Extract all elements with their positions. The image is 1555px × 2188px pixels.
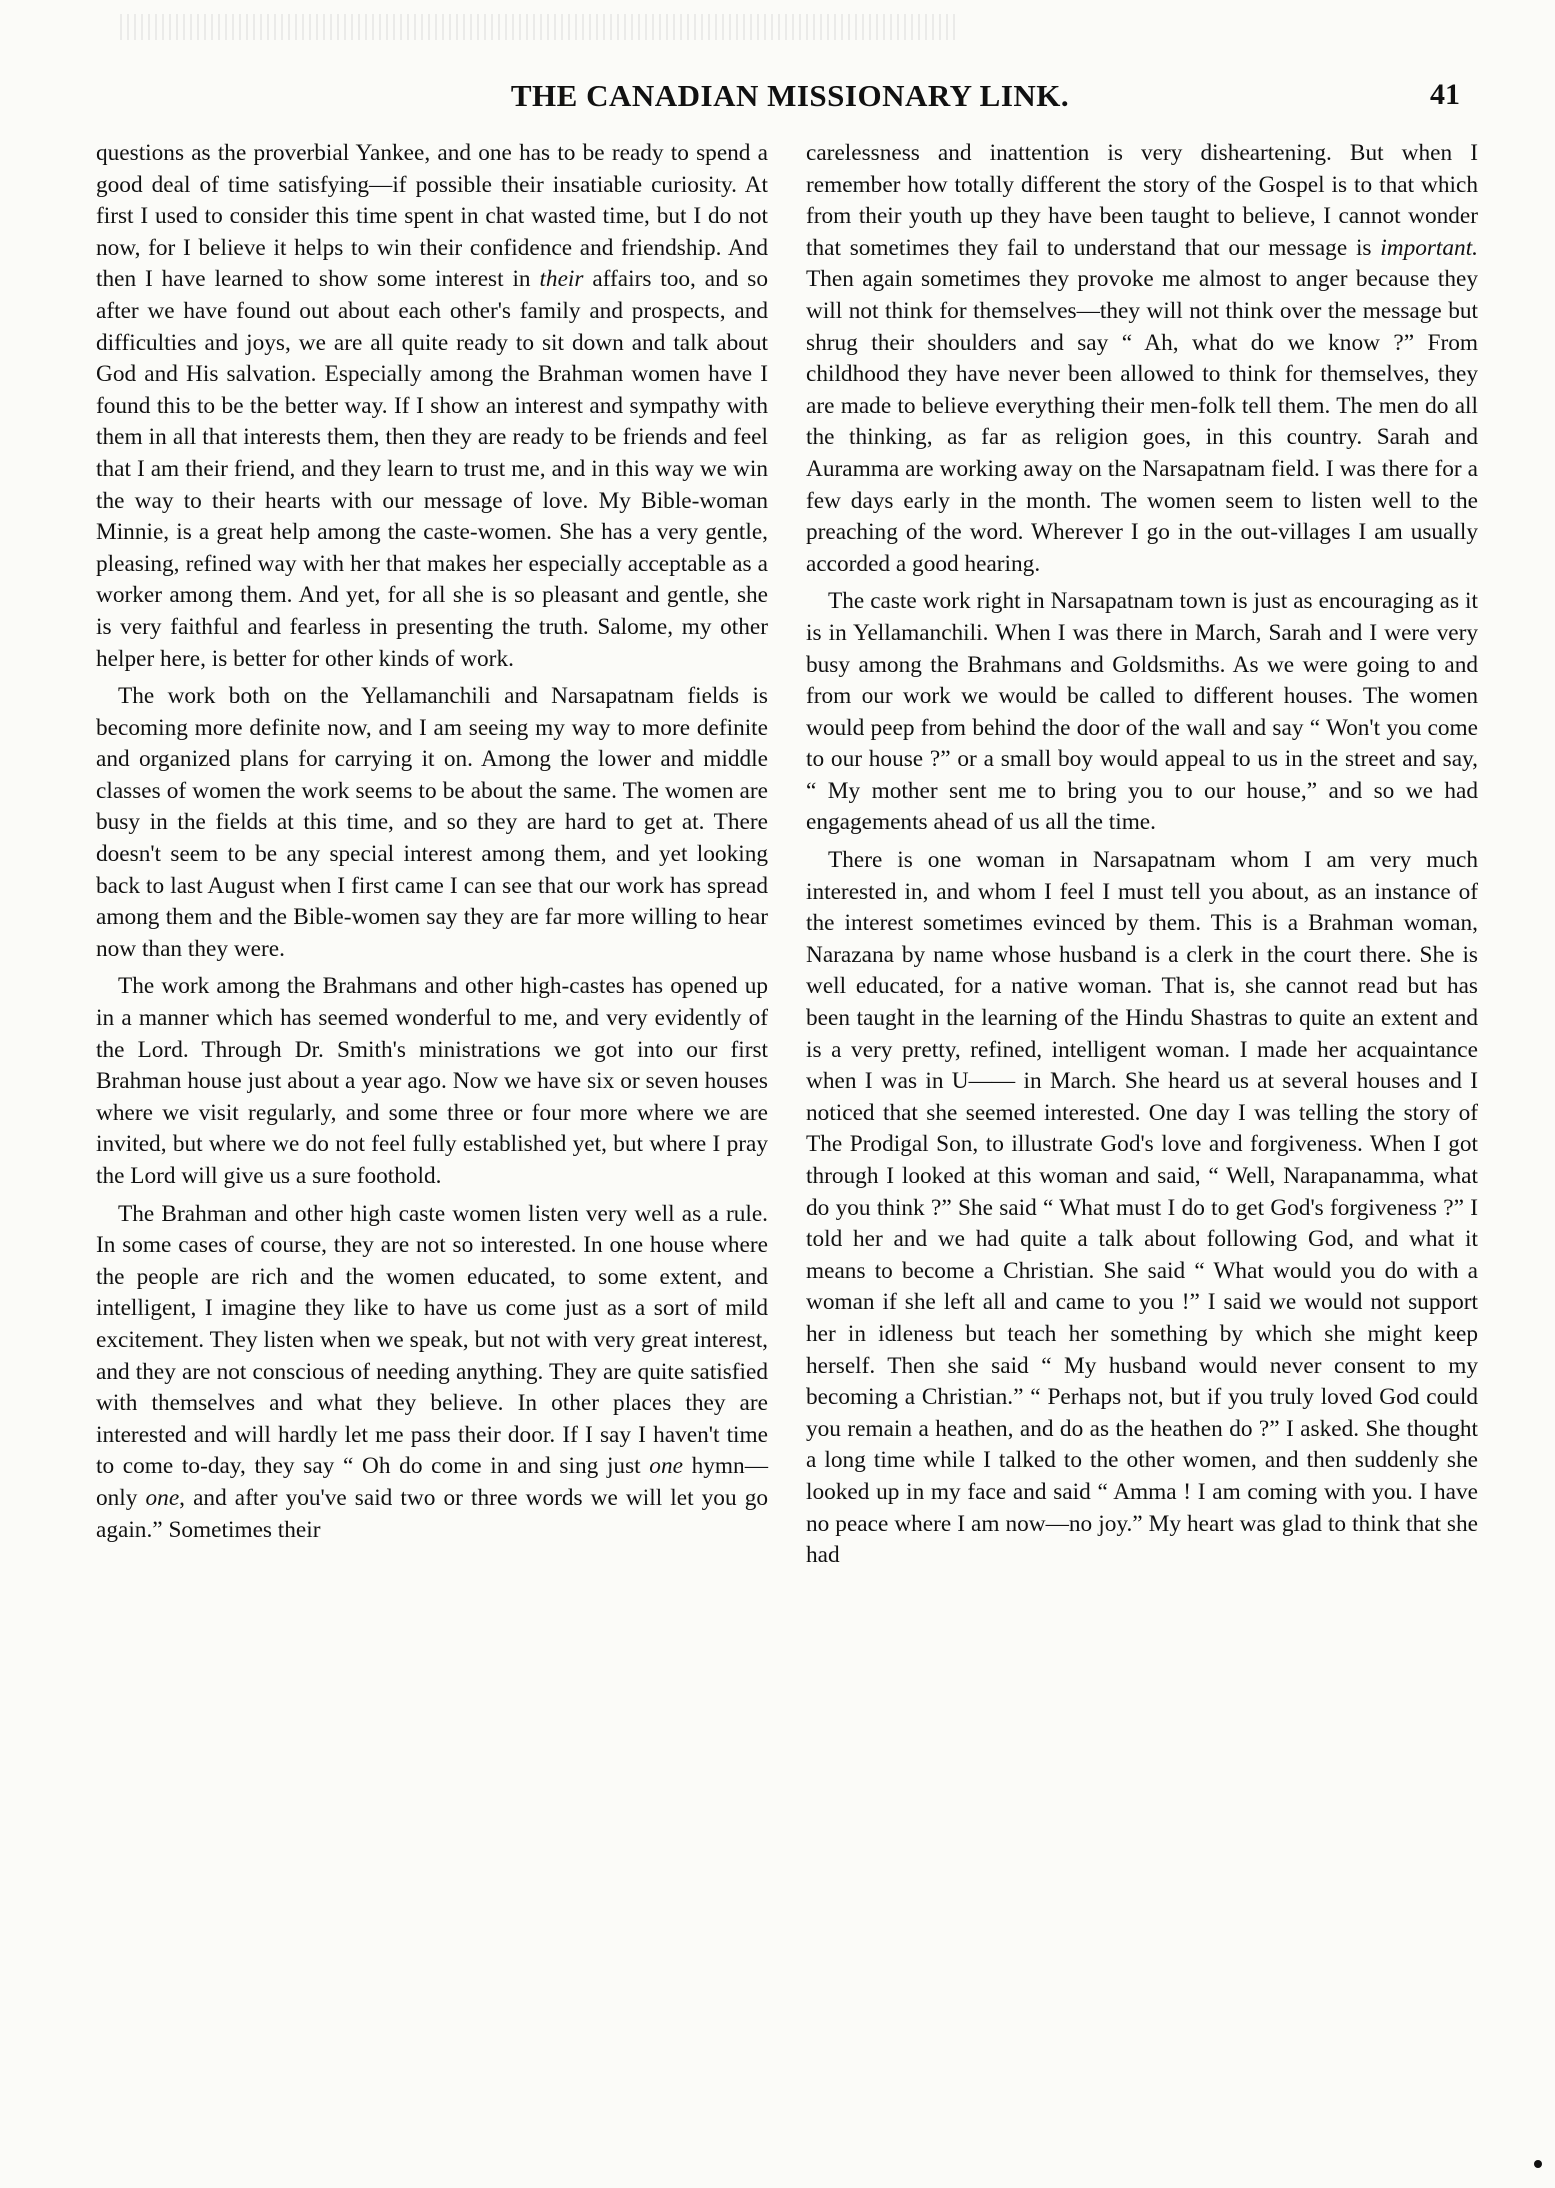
text-run: , and after you've said two or three words we will let you go again.” Sometimes their xyxy=(96,1484,768,1543)
ink-dot xyxy=(1534,2160,1542,2168)
scan-noise xyxy=(120,14,960,40)
left-paragraph-1 xyxy=(96,138,768,675)
left-paragraph-3: The work among the Brahmans and other high-castes has opened up in a manner which has seemed wonderful to me, and very evidently of the Lord. Through Dr. Smith's ministrations we got into our first Brahman house just about a year ago. Now we have six or seven houses where we visit regularly, and some three or four more where we are invited, but where we do not feel fully established yet, but where I pray the Lord will give us a sure foothold. xyxy=(96,973,768,1189)
text-run: questions as the proverbial Yankee, and one has to be ready to spend a good deal of time satisfying—if possible their insatiable curiosity. At first I used to consider this time spent in chat wasted time, but I do not now, for I believe it helps to win their confidence and friendship. And then I have learned to show some interest in xyxy=(96,140,768,293)
text-run: hymn—only xyxy=(96,1453,768,1511)
emphasis: one xyxy=(145,1484,180,1511)
emphasis: important. xyxy=(1380,234,1478,261)
text-run: carelessness and inattention is very disheartening. But when I remember how totally different the story of the Gospel is to that which from their youth up they have been taught to believe, I cannot wonder that sometimes they fail to understand that our message is xyxy=(806,140,1478,261)
right-paragraph-2: The caste work right in Narsapatnam town is just as encouraging as it is in Yellamanchili. When I was there in March, Sarah and I were very busy among the Brahmans and Goldsmiths. As we were going to and from our work we would be called to different houses. The women would peep from behind the door of the wall and say “ Won't you come to our house ?” or a small boy would appeal to us in the street and say, “ My mother sent me to bring you to our house,” and so we had engagements ahead of us all the time. xyxy=(806,588,1478,836)
page-header xyxy=(120,78,1460,118)
left-paragraph-4 xyxy=(96,1199,768,1547)
right-column xyxy=(806,138,1478,2168)
emphasis: their xyxy=(539,266,584,293)
emphasis: one xyxy=(649,1453,683,1480)
left-paragraph-2: The work both on the Yellamanchili and Narsapatnam fields is becoming more definite now, and I am seeing my way to more definite and organized plans for carrying it on. Among the lower and middle classes of women the work seems to be about the same. The women are busy in the fields at this time, and so they are hard to get at. There doesn't seem to be any special interest among them, and yet looking back to last August when I first came I can see that our work has spread among them and the Bible-women say they are far more willing to hear now than they were. xyxy=(96,683,768,962)
right-paragraph-1 xyxy=(806,138,1478,580)
magazine-title: THE CANADIAN MISSIONARY LINK. xyxy=(510,78,1070,113)
text-run: affairs too, and so after we have found out about each other's family and prospects, and difficulties and joys, we are all quite ready to sit down and talk about God and His salvation. Especially among the Brahman women have I found this to be the better way. If I show an interest and sympathy with them in all that interests them, then they are ready to be friends and feel that I am their friend, and they learn to trust me, and in this way we win the way to their hearts with our message of love. My Bible-woman Minnie, is a great help among the caste-women. She has a very gentle, pleasing, refined way with her that makes her especially acceptable as a worker among them. And yet, for all she is so pleasant and gentle, she is very faithful and fearless in presenting the truth. Salome, my other helper here, is better for other kinds of work. xyxy=(96,266,768,672)
text-run: The Brahman and other high caste women listen very well as a rule. In some cases of course, they are not so interested. In one house where the people are rich and the women educated, to some extent, and intelligent, I imagine they like to have us come just as a sort of mild excitement. They listen when we speak, but not with very great interest, and they are not conscious of needing anything. They are quite satisfied with themselves and what they believe. In other places they are interested and will hardly let me pass their door. If I say I haven't time to come to-day, they say “ Oh do come in and sing just xyxy=(96,1200,768,1480)
page-number: 41 xyxy=(1430,78,1460,111)
left-column xyxy=(96,138,768,2168)
text-run: Then again sometimes they provoke me almost to anger because they will not think for themselves—they will not think over the message but shrug their shoulders and say “ Ah, what do we know ?” From childhood they have never been allowed to think for themselves, they are made to believe everything their men-folk tell them. The men do all the thinking, as far as religion goes, in this country. Sarah and Auramma are working away on the Narsapatnam field. I was there for a few days early in the month. The women seem to listen well to the preaching of the word. Wherever I go in the out-villages I am usually accorded a good hearing. xyxy=(806,266,1478,577)
right-paragraph-3: There is one woman in Narsapatnam whom I am very much interested in, and whom I feel I must tell you about, as an instance of the interest sometimes evinced by them. This is a Brahman woman, Narazana by name whose husband is a clerk in the court there. She is well educated, for a native woman. That is, she cannot read but has been taught in the learning of the Hindu Shastras to quite an extent and is a very pretty, refined, intelligent woman. I made her acquaintance when I was in U—— in March. She heard us at several houses and I noticed that she seemed interested. One day I was telling the story of The Prodigal Son, to illustrate God's love and forgiveness. When I got through I looked at this woman and said, “ Well, Narapanamma, what do you think ?” She said “ What must I do to get God's forgiveness ?” I told her and we had quite a talk about following God, and what it means to become a Christian. She said “ What would you do with a woman if she left all and came to you !” I said we would not support her in idleness but teach her something by which she might keep herself. Then she said “ My husband would never consent to my becoming a Christian.” “ Perhaps not, but if you truly loved God could you remain a heathen, and do as the heathen do ?” I asked. She thought a long time while I talked to the other women, and then suddenly she looked up in my face and said “ Amma ! I am coming with you. I have no peace where I am now—no joy.” My heart was glad to think that she had xyxy=(806,847,1478,1569)
